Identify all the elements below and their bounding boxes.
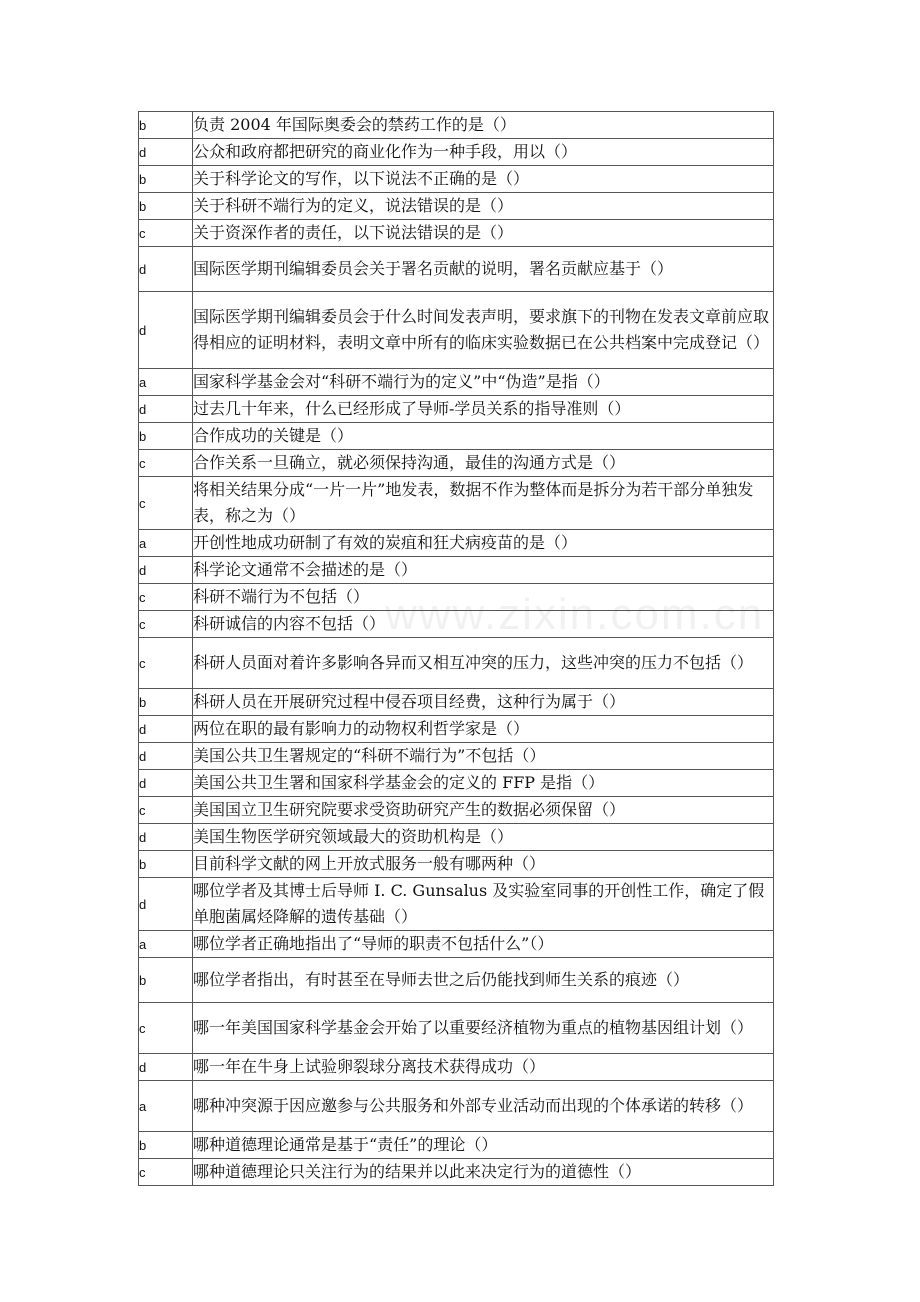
- table-row: [139, 770, 774, 797]
- question-cell: 哪一年在牛身上试验卵裂球分离技术获得成功（）: [193, 1054, 774, 1081]
- answer-cell: b: [139, 958, 193, 1003]
- answer-table-body: [139, 112, 774, 1186]
- answer-cell: c: [139, 797, 193, 824]
- answer-cell: b: [139, 112, 193, 139]
- answer-cell: b: [139, 689, 193, 716]
- question-cell: 哪位学者及其博士后导师 I. C. Gunsalus 及实验室同事的开创性工作，确定了假单胞菌属烃降解的遗传基础（）: [193, 878, 774, 931]
- answer-cell: b: [139, 1132, 193, 1159]
- answer-cell: d: [139, 139, 193, 166]
- table-row: [139, 584, 774, 611]
- watermark: www.zixin.com.cn: [385, 590, 765, 639]
- table-row: [139, 423, 774, 450]
- question-cell: 哪种道德理论通常是基于“责任”的理论（）: [193, 1132, 774, 1159]
- question-cell: 哪种冲突源于因应邀参与公共服务和外部专业活动而出现的个体承诺的转移（）: [193, 1081, 774, 1132]
- question-cell: 哪位学者正确地指出了“导师的职责不包括什么”（）: [193, 931, 774, 958]
- answer-cell: c: [139, 1159, 193, 1186]
- question-cell: 科学论文通常不会描述的是（）: [193, 557, 774, 584]
- question-cell: 关于科学论文的写作，以下说法不正确的是（）: [193, 166, 774, 193]
- answer-cell: d: [139, 716, 193, 743]
- table-row: [139, 369, 774, 396]
- table-row: [139, 557, 774, 584]
- question-cell: 开创性地成功研制了有效的炭疽和狂犬病疫苗的是（）: [193, 530, 774, 557]
- question-cell: 目前科学文献的网上开放式服务一般有哪两种（）: [193, 851, 774, 878]
- answer-cell: c: [139, 220, 193, 247]
- table-row: [139, 716, 774, 743]
- answer-cell: d: [139, 824, 193, 851]
- table-row: [139, 851, 774, 878]
- table-row: [139, 1003, 774, 1054]
- answer-cell: d: [139, 396, 193, 423]
- question-cell: 哪一年美国国家科学基金会开始了以重要经济植物为重点的植物基因组计划（）: [193, 1003, 774, 1054]
- table-row: [139, 112, 774, 139]
- table-row: [139, 743, 774, 770]
- table-row: [139, 824, 774, 851]
- answer-cell: d: [139, 770, 193, 797]
- table-row: [139, 958, 774, 1003]
- table-row: [139, 638, 774, 689]
- table-row: [139, 878, 774, 931]
- table-row: [139, 396, 774, 423]
- answer-cell: b: [139, 851, 193, 878]
- table-row: [139, 530, 774, 557]
- table-row: [139, 166, 774, 193]
- table-row: [139, 1081, 774, 1132]
- answer-cell: c: [139, 450, 193, 477]
- question-cell: 科研人员面对着许多影响各异而又相互冲突的压力，这些冲突的压力不包括（）: [193, 638, 774, 689]
- question-cell: 国际医学期刊编辑委员会于什么时间发表声明，要求旗下的刊物在发表文章前应取得相应的证明材料，表明文章中所有的临床实验数据已在公共档案中完成登记（）: [193, 292, 774, 369]
- question-cell: 科研诚信的内容不包括（）: [193, 611, 774, 638]
- answer-cell: d: [139, 557, 193, 584]
- answer-cell: d: [139, 1054, 193, 1081]
- answer-cell: d: [139, 247, 193, 292]
- answer-cell: b: [139, 193, 193, 220]
- table-row: [139, 689, 774, 716]
- question-cell: 哪位学者指出，有时甚至在导师去世之后仍能找到师生关系的痕迹（）: [193, 958, 774, 1003]
- question-cell: 美国国立卫生研究院要求受资助研究产生的数据必须保留（）: [193, 797, 774, 824]
- table-row: [139, 139, 774, 166]
- question-cell: 合作成功的关键是（）: [193, 423, 774, 450]
- question-cell: 哪种道德理论只关注行为的结果并以此来决定行为的道德性（）: [193, 1159, 774, 1186]
- question-cell: 负责 2004 年国际奥委会的禁药工作的是（）: [193, 112, 774, 139]
- table-row: [139, 611, 774, 638]
- answer-cell: a: [139, 1081, 193, 1132]
- question-cell: 过去几十年来，什么已经形成了导师-学员关系的指导准则（）: [193, 396, 774, 423]
- question-cell: 将相关结果分成“一片一片”地发表，数据不作为整体而是拆分为若干部分单独发表，称之为（）: [193, 477, 774, 530]
- question-cell: 合作关系一旦确立，就必须保持沟通，最佳的沟通方式是（）: [193, 450, 774, 477]
- question-cell: 关于资深作者的责任，以下说法错误的是（）: [193, 220, 774, 247]
- answer-cell: d: [139, 878, 193, 931]
- answer-cell: a: [139, 530, 193, 557]
- question-cell: 国际医学期刊编辑委员会关于署名贡献的说明，署名贡献应基于（）: [193, 247, 774, 292]
- answer-cell: d: [139, 292, 193, 369]
- table-row: [139, 797, 774, 824]
- answer-cell: c: [139, 584, 193, 611]
- answer-cell: d: [139, 743, 193, 770]
- table-row: [139, 220, 774, 247]
- answer-cell: a: [139, 931, 193, 958]
- question-cell: 国家科学基金会对“科研不端行为的定义”中“伪造”是指（）: [193, 369, 774, 396]
- answer-cell: b: [139, 423, 193, 450]
- answer-cell: b: [139, 166, 193, 193]
- answer-cell: c: [139, 611, 193, 638]
- table-row: [139, 247, 774, 292]
- answer-cell: c: [139, 1003, 193, 1054]
- table-row: [139, 1132, 774, 1159]
- answer-cell: c: [139, 638, 193, 689]
- question-cell: 科研不端行为不包括（）: [193, 584, 774, 611]
- question-cell: 两位在职的最有影响力的动物权利哲学家是（）: [193, 716, 774, 743]
- table-row: [139, 1054, 774, 1081]
- question-cell: 科研人员在开展研究过程中侵吞项目经费，这种行为属于（）: [193, 689, 774, 716]
- question-cell: 美国生物医学研究领域最大的资助机构是（）: [193, 824, 774, 851]
- table-row: [139, 450, 774, 477]
- question-cell: 美国公共卫生署和国家科学基金会的定义的 FFP 是指（）: [193, 770, 774, 797]
- answer-cell: a: [139, 369, 193, 396]
- table-row: [139, 1159, 774, 1186]
- table-row: [139, 931, 774, 958]
- question-cell: 关于科研不端行为的定义，说法错误的是（）: [193, 193, 774, 220]
- question-cell: 公众和政府都把研究的商业化作为一种手段，用以（）: [193, 139, 774, 166]
- answer-cell: c: [139, 477, 193, 530]
- answer-table: [138, 111, 774, 1186]
- table-row: [139, 477, 774, 530]
- question-cell: 美国公共卫生署规定的“科研不端行为”不包括（）: [193, 743, 774, 770]
- table-row: [139, 193, 774, 220]
- table-row: [139, 292, 774, 369]
